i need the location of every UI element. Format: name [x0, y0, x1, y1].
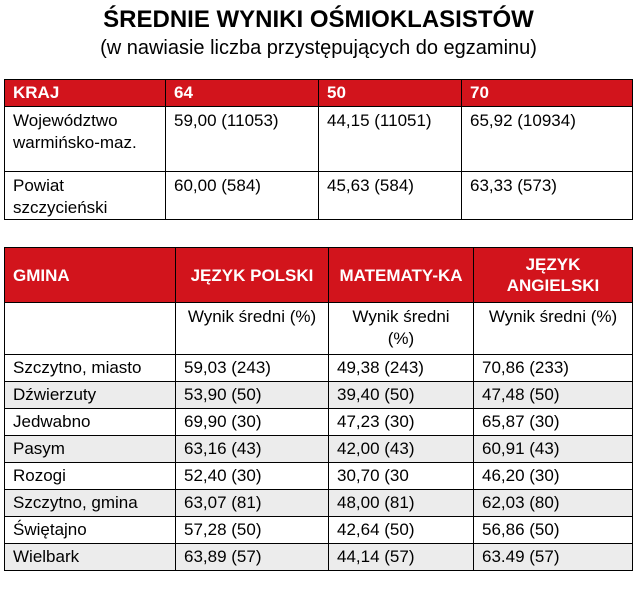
cell-value: 63,07 (81) — [176, 490, 329, 517]
header-col-1: 64 — [166, 80, 319, 107]
row-label: Powiat szczycieński — [5, 172, 166, 220]
cell-value: 63.49 (57) — [474, 544, 633, 571]
header-col-2: 50 — [319, 80, 462, 107]
cell-value: 49,38 (243) — [329, 355, 474, 382]
header-col-3: 70 — [462, 80, 633, 107]
cell-value: 70,86 (233) — [474, 355, 633, 382]
table-row — [5, 517, 633, 544]
page-title: ŚREDNIE WYNIKI OŚMIOKLASISTÓW — [103, 6, 534, 33]
cell-value: 47,23 (30) — [329, 409, 474, 436]
row-label: Rozogi — [5, 463, 176, 490]
header-polish: JĘZYK POLSKI — [176, 248, 329, 303]
cell-value: 65,92 (10934) — [462, 107, 633, 172]
cell-value: 48,00 (81) — [329, 490, 474, 517]
subheader-polish: Wynik średni (%) — [176, 303, 329, 355]
cell-value: 42,00 (43) — [329, 436, 474, 463]
cell-value: 62,03 (80) — [474, 490, 633, 517]
cell-value: 59,00 (11053) — [166, 107, 319, 172]
cell-value: 57,28 (50) — [176, 517, 329, 544]
header-english: JĘZYK ANGIELSKI — [474, 248, 633, 303]
cell-value: 46,20 (30) — [474, 463, 633, 490]
cell-value: 47,48 (50) — [474, 382, 633, 409]
table-row — [5, 436, 633, 463]
row-label: Świętajno — [5, 517, 176, 544]
row-label: Jedwabno — [5, 409, 176, 436]
table-row — [5, 463, 633, 490]
subheader-english: Wynik średni (%) — [474, 303, 633, 355]
cell-value: 45,63 (584) — [319, 172, 462, 220]
row-label: Szczytno, gmina — [5, 490, 176, 517]
row-label: Pasym — [5, 436, 176, 463]
header-kraj: KRAJ — [5, 80, 166, 107]
row-label: Szczytno, miasto — [5, 355, 176, 382]
table-row — [5, 172, 633, 220]
cell-value: 63,89 (57) — [176, 544, 329, 571]
table-row — [5, 382, 633, 409]
cell-value: 52,40 (30) — [176, 463, 329, 490]
table-header-row — [5, 80, 633, 107]
cell-value: 39,40 (50) — [329, 382, 474, 409]
table-header-row — [5, 248, 633, 303]
cell-value: 44,14 (57) — [329, 544, 474, 571]
header-math: MATEMATY-KA — [329, 248, 474, 303]
cell-value: 59,03 (243) — [176, 355, 329, 382]
cell-value: 44,15 (11051) — [319, 107, 462, 172]
cell-value: 63,16 (43) — [176, 436, 329, 463]
cell-value: 53,90 (50) — [176, 382, 329, 409]
cell-value: 30,70 (30 — [329, 463, 474, 490]
table-row — [5, 355, 633, 382]
subheader-empty — [5, 303, 176, 355]
table-row — [5, 409, 633, 436]
row-label: Wielbark — [5, 544, 176, 571]
municipality-results-table — [4, 247, 633, 571]
table-row — [5, 490, 633, 517]
page-subtitle: (w nawiasie liczba przystępujących do egzaminu) — [100, 37, 537, 59]
cell-value: 69,90 (30) — [176, 409, 329, 436]
table-row — [5, 544, 633, 571]
table-subheader-row — [5, 303, 633, 355]
header-gmina: GMINA — [5, 248, 176, 303]
region-results-table — [4, 79, 633, 220]
row-label: Dźwierzuty — [5, 382, 176, 409]
subheader-math: Wynik średni (%) — [329, 303, 474, 355]
cell-value: 42,64 (50) — [329, 517, 474, 544]
cell-value: 60,91 (43) — [474, 436, 633, 463]
cell-value: 63,33 (573) — [462, 172, 633, 220]
cell-value: 65,87 (30) — [474, 409, 633, 436]
cell-value: 60,00 (584) — [166, 172, 319, 220]
cell-value: 56,86 (50) — [474, 517, 633, 544]
table-row — [5, 107, 633, 172]
row-label: Województwo warmińsko-maz. — [5, 107, 166, 172]
